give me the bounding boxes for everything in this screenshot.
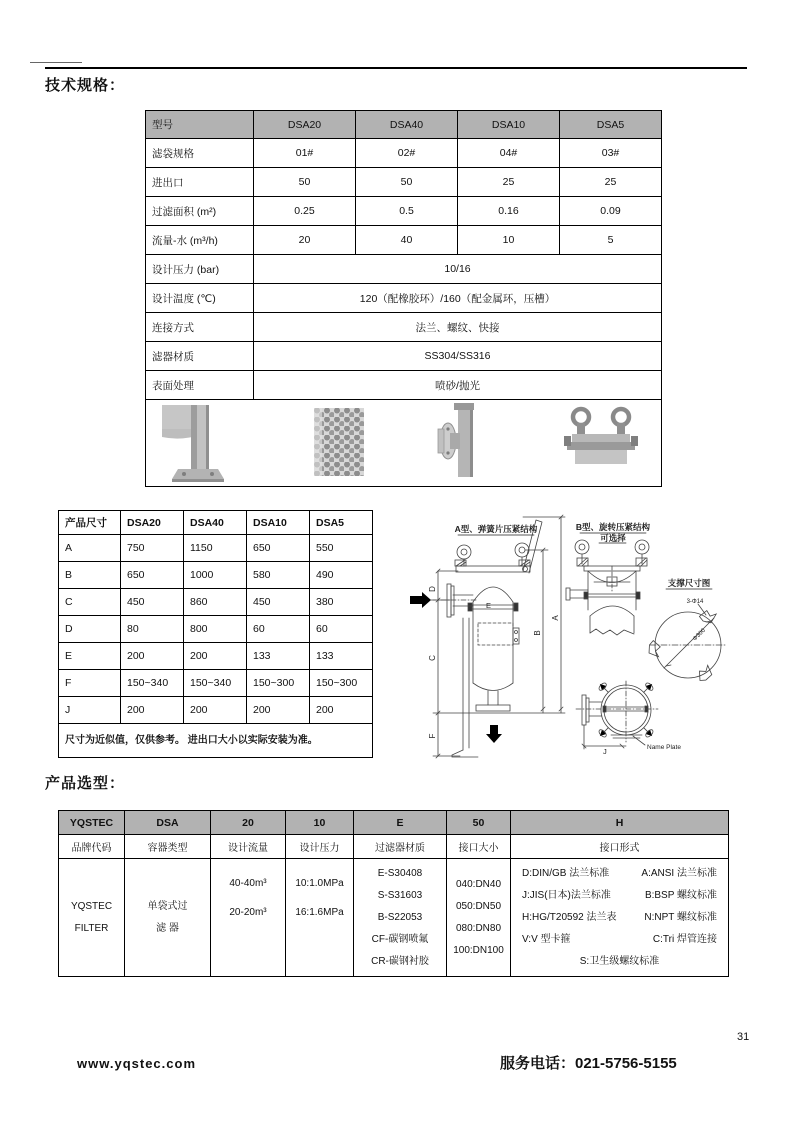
dim-value-cell: 380	[310, 589, 373, 616]
dimension-table	[58, 510, 373, 758]
spec-header-cell: DSA10	[458, 111, 560, 139]
dim-value-cell: 650	[121, 562, 184, 589]
selection-port-form-item: N:NPT 螺纹标准	[644, 911, 717, 923]
selection-port-size-line: 040:DN40	[455, 878, 502, 890]
selection-vessel-type-line: 单袋式过	[147, 900, 188, 912]
selection-code-cell: DSA	[125, 811, 211, 835]
selection-meaning-cell: 接口大小	[447, 835, 511, 859]
selection-port-form-item: V:V 型卡箍	[522, 933, 571, 945]
selection-code-cell: 50	[447, 811, 511, 835]
dim-value-cell: 580	[247, 562, 310, 589]
dim-row-label: J	[59, 697, 121, 724]
spec-value-cell: 50	[356, 168, 458, 197]
selection-port-form-item: H:HG/T20592 法兰表	[522, 911, 617, 923]
selection-brand-line: FILTER	[74, 922, 109, 934]
selection-port-size-line: 050:DN50	[455, 900, 502, 912]
selection-vessel-type	[125, 859, 211, 977]
selection-flow-line: 20-20m³	[229, 907, 267, 918]
dim-note: 尺寸为近似值，仅供参考。 进出口大小以实际安装为准。	[59, 724, 373, 758]
spec-header-cell: DSA40	[356, 111, 458, 139]
name-plate-label: Name Plate	[647, 744, 681, 751]
selection-vessel-type-line: 滤 器	[156, 922, 179, 934]
selection-material	[354, 859, 447, 977]
dim-value-cell: 150~340	[184, 670, 247, 697]
spec-value-cell: 5	[560, 226, 662, 255]
spec-span-value: 法兰、螺纹、快接	[254, 313, 662, 342]
dim-value-cell: 450	[247, 589, 310, 616]
spec-value-cell: 01#	[254, 139, 356, 168]
dim-header-cell: DSA40	[184, 511, 247, 535]
dim-row-label: B	[59, 562, 121, 589]
support-diagram-label: 支撑尺寸图	[667, 578, 711, 588]
selection-pressure	[286, 859, 354, 977]
spec-row-label: 设计温度 (℃)	[146, 284, 254, 313]
spec-value-cell: 0.09	[560, 197, 662, 226]
spec-row-label: 进出口	[146, 168, 254, 197]
dim-b-label: B	[533, 630, 542, 636]
dim-value-cell: 133	[247, 643, 310, 670]
selection-code-cell: H	[511, 811, 729, 835]
dim-value-cell: 450	[121, 589, 184, 616]
dim-value-cell: 60	[247, 616, 310, 643]
clamp-cover-photo	[564, 406, 638, 464]
selection-meaning-cell: 接口形式	[511, 835, 729, 859]
dim-value-cell: 200	[310, 697, 373, 724]
dim-value-cell: 200	[247, 697, 310, 724]
perforated-basket-photo	[314, 408, 364, 476]
dim-value-cell: 150~300	[247, 670, 310, 697]
spec-value-cell: 03#	[560, 139, 662, 168]
spec-value-cell: 0.25	[254, 197, 356, 226]
selection-port-size-line: 080:DN80	[455, 922, 502, 934]
selection-port-form-item: A:ANSI 法兰标准	[641, 867, 717, 879]
dim-value-cell: 200	[184, 643, 247, 670]
spec-row-label: 滤袋规格	[146, 139, 254, 168]
vessel-legs-photo	[162, 405, 228, 485]
selection-code-cell: YQSTEC	[59, 811, 125, 835]
selection-meaning-cell: 品牌代码	[59, 835, 125, 859]
spec-value-cell: 50	[254, 168, 356, 197]
selection-material-line: CR-碳钢衬胶	[371, 955, 429, 967]
dim-value-cell: 60	[310, 616, 373, 643]
section-title-selection: 产品选型：	[45, 775, 126, 792]
selection-port-form-pair	[514, 863, 725, 885]
dim-value-cell: 200	[121, 697, 184, 724]
selection-pressure-line: 16:1.6MPa	[295, 907, 344, 918]
footer-website: www.yqstec.com	[77, 1056, 196, 1071]
dim-value-cell: 750	[121, 535, 184, 562]
selection-code-cell: 20	[211, 811, 286, 835]
dim-j-label: J	[603, 747, 607, 756]
spec-value-cell: 0.5	[356, 197, 458, 226]
dim-value-cell: 860	[184, 589, 247, 616]
selection-material-line: E-S30408	[377, 867, 423, 879]
spec-row-label: 过滤面积 (m²)	[146, 197, 254, 226]
dim-header-cell: 产品尺寸	[59, 511, 121, 535]
dim-row-label: C	[59, 589, 121, 616]
selection-port-form-item: J:JIS(日本)法兰标准	[522, 889, 611, 901]
dim-value-cell: 200	[184, 697, 247, 724]
flange-port-photo	[436, 403, 476, 477]
dim-value-cell: 490	[310, 562, 373, 589]
selection-meaning-cell: 过滤器材质	[354, 835, 447, 859]
support-diameter-label: Φ300	[692, 627, 707, 643]
spec-value-cell: 10	[458, 226, 560, 255]
selection-port-form	[511, 859, 729, 977]
dim-a-label: A	[551, 615, 560, 621]
selection-flow	[211, 859, 286, 977]
dim-f-label: F	[428, 733, 437, 739]
spec-row-label: 滤器材质	[146, 342, 254, 371]
selection-code-cell: E	[354, 811, 447, 835]
selection-meaning-cell: 设计压力	[286, 835, 354, 859]
selection-pressure-line: 10:1.0MPa	[295, 878, 344, 889]
spec-span-value: 10/16	[254, 255, 662, 284]
selection-port-size	[447, 859, 511, 977]
dim-row-label: E	[59, 643, 121, 670]
spec-value-cell: 20	[254, 226, 356, 255]
dim-header-cell: DSA20	[121, 511, 184, 535]
selection-flow-line: 40-40m³	[229, 878, 267, 889]
spec-value-cell: 04#	[458, 139, 560, 168]
footer-service-phone: 服务电话：021-5756-5155	[500, 1055, 677, 1072]
dim-header-cell: DSA10	[247, 511, 310, 535]
selection-meaning-cell: 容器类型	[125, 835, 211, 859]
dim-e-label: E	[486, 601, 492, 610]
technical-drawing	[398, 498, 770, 770]
spec-row-label: 设计压力 (bar)	[146, 255, 254, 284]
selection-port-form-last: S:卫生级螺纹标准	[579, 955, 660, 967]
spec-span-value: SS304/SS316	[254, 342, 662, 371]
support-holes-label: 3-Φ14	[686, 599, 704, 605]
dim-value-cell: 800	[184, 616, 247, 643]
selection-material-line: S-S31603	[377, 889, 423, 901]
section-title-specs: 技术规格：	[45, 77, 126, 94]
dim-value-cell: 200	[121, 643, 184, 670]
dim-row-label: D	[59, 616, 121, 643]
selection-meaning-cell: 设计流量	[211, 835, 286, 859]
spec-row-label: 表面处理	[146, 371, 254, 400]
dim-header-cell: DSA5	[310, 511, 373, 535]
dim-value-cell: 150~300	[310, 670, 373, 697]
spec-header-cell: 型号	[146, 111, 254, 139]
spec-value-cell: 25	[560, 168, 662, 197]
dim-value-cell: 80	[121, 616, 184, 643]
header-rule	[45, 67, 747, 69]
page-number: 31	[737, 1031, 750, 1043]
spec-row-label: 连接方式	[146, 313, 254, 342]
spec-span-value: 喷砂/抛光	[254, 371, 662, 400]
spec-value-cell: 25	[458, 168, 560, 197]
spec-value-cell: 0.16	[458, 197, 560, 226]
selection-brand	[59, 859, 125, 977]
dim-value-cell: 650	[247, 535, 310, 562]
selection-material-line: B-S22053	[377, 911, 423, 923]
selection-table	[58, 810, 729, 977]
selection-brand-line: YQSTEC	[70, 900, 113, 912]
spec-header-cell: DSA5	[560, 111, 662, 139]
dim-value-cell: 1150	[184, 535, 247, 562]
dim-value-cell: 133	[310, 643, 373, 670]
selection-port-form-item: D:DIN/GB 法兰标准	[522, 867, 610, 879]
dim-row-label: F	[59, 670, 121, 697]
selection-material-line: CF-碳钢喷氟	[371, 933, 429, 945]
selection-port-size-line: 100:DN100	[453, 944, 504, 956]
selection-port-form-pair	[514, 929, 725, 951]
dim-value-cell: 1000	[184, 562, 247, 589]
spec-span-value: 120（配橡胶环）/160（配金属环，压槽）	[254, 284, 662, 313]
dim-row-label: A	[59, 535, 121, 562]
type-a-label: A型、弹簧片压紧结构	[454, 524, 538, 534]
dim-value-cell: 550	[310, 535, 373, 562]
dim-d-label: D	[428, 586, 437, 592]
selection-port-form-pair	[514, 907, 725, 929]
dim-value-cell: 150~340	[121, 670, 184, 697]
spec-value-cell: 40	[356, 226, 458, 255]
dim-c-label: C	[428, 655, 437, 661]
type-b-sub-label: 可选择	[600, 533, 626, 543]
product-photos	[146, 401, 660, 486]
spec-header-cell: DSA20	[254, 111, 356, 139]
selection-port-form-item: C:Tri 焊管连接	[652, 933, 717, 945]
header-rule-fragment	[30, 62, 82, 63]
selection-port-form-pair	[514, 885, 725, 907]
selection-port-form-item: B:BSP 螺纹标准	[644, 889, 717, 901]
spec-value-cell: 02#	[356, 139, 458, 168]
selection-code-cell: 10	[286, 811, 354, 835]
type-b-label: B型、旋转压紧结构	[575, 522, 651, 532]
spec-row-label: 流量-水 (m³/h)	[146, 226, 254, 255]
